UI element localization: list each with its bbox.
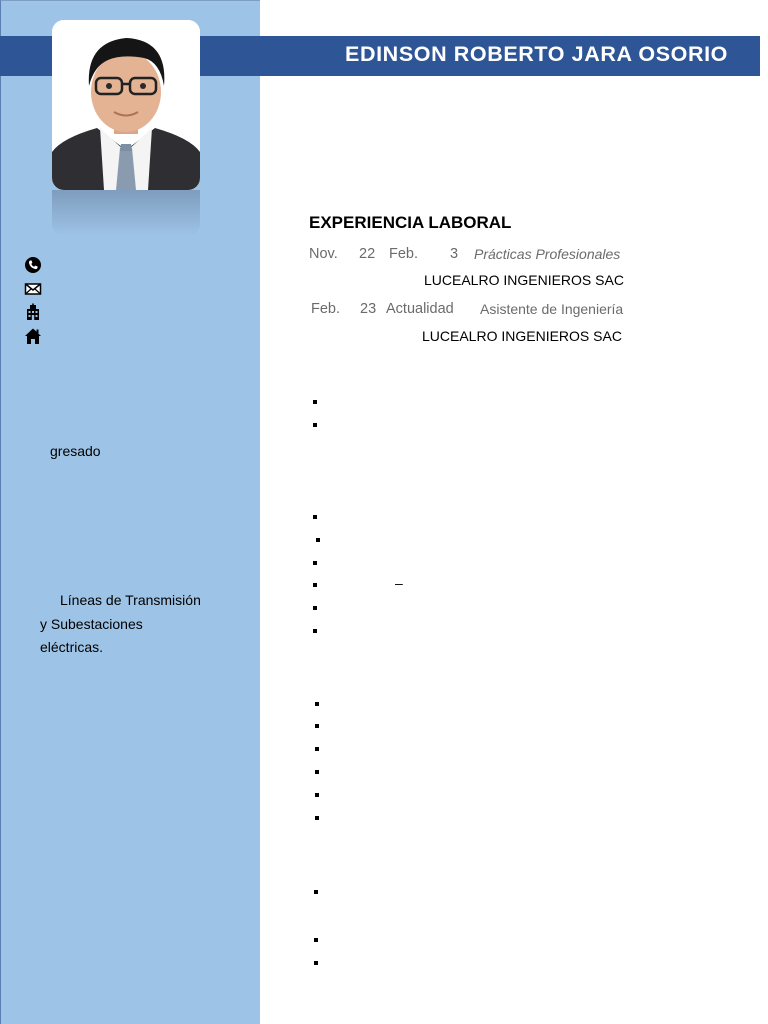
list-bullet [315, 724, 319, 728]
job1-position: Prácticas Profesionales [474, 246, 621, 262]
building-icon [24, 303, 42, 321]
job1-start-month: Nov. [309, 246, 338, 262]
job1-start-year: 22 [359, 246, 376, 262]
mail-icon [24, 280, 42, 298]
list-bullet [313, 629, 317, 633]
job2-start-year: 23 [360, 301, 377, 317]
photo-reflection [52, 190, 200, 236]
dash-mark: – [395, 575, 403, 591]
list-bullet [314, 961, 318, 965]
list-bullet [313, 583, 317, 587]
list-bullet [314, 938, 318, 942]
list-bullet [315, 702, 319, 706]
list-bullet [313, 400, 317, 404]
job1-end-year: 3 [450, 246, 459, 262]
home-icon [24, 327, 42, 345]
list-bullet [316, 538, 320, 542]
list-bullet [315, 793, 319, 797]
job1-company: LUCEALRO INGENIEROS SAC [424, 272, 624, 288]
specialty-line-2: y Subestaciones [40, 616, 143, 632]
section-title-experience: EXPERIENCIA LABORAL [309, 213, 512, 232]
list-bullet [315, 816, 319, 820]
list-bullet [313, 423, 317, 427]
list-bullet [315, 770, 319, 774]
job2-position: Asistente de Ingeniería [480, 301, 624, 317]
list-bullet [313, 606, 317, 610]
job2-company: LUCEALRO INGENIEROS SAC [422, 328, 622, 344]
specialty-line-3: eléctricas. [40, 639, 104, 655]
list-bullet [315, 747, 319, 751]
contact-icons [24, 256, 42, 350]
list-bullet [313, 561, 317, 565]
job2-start-month: Feb. [311, 301, 341, 317]
candidate-name: EDINSON ROBERTO JARA OSORIO [345, 42, 728, 66]
education-text: gresado [50, 443, 101, 459]
list-bullet [313, 515, 317, 519]
profile-photo [52, 20, 200, 190]
job1-end-month: Feb. [389, 246, 419, 262]
specialty-line-1: Líneas de Transmisión [60, 592, 201, 608]
phone-icon [24, 256, 42, 274]
list-bullet [314, 890, 318, 894]
job2-end-month: Actualidad [386, 301, 454, 317]
